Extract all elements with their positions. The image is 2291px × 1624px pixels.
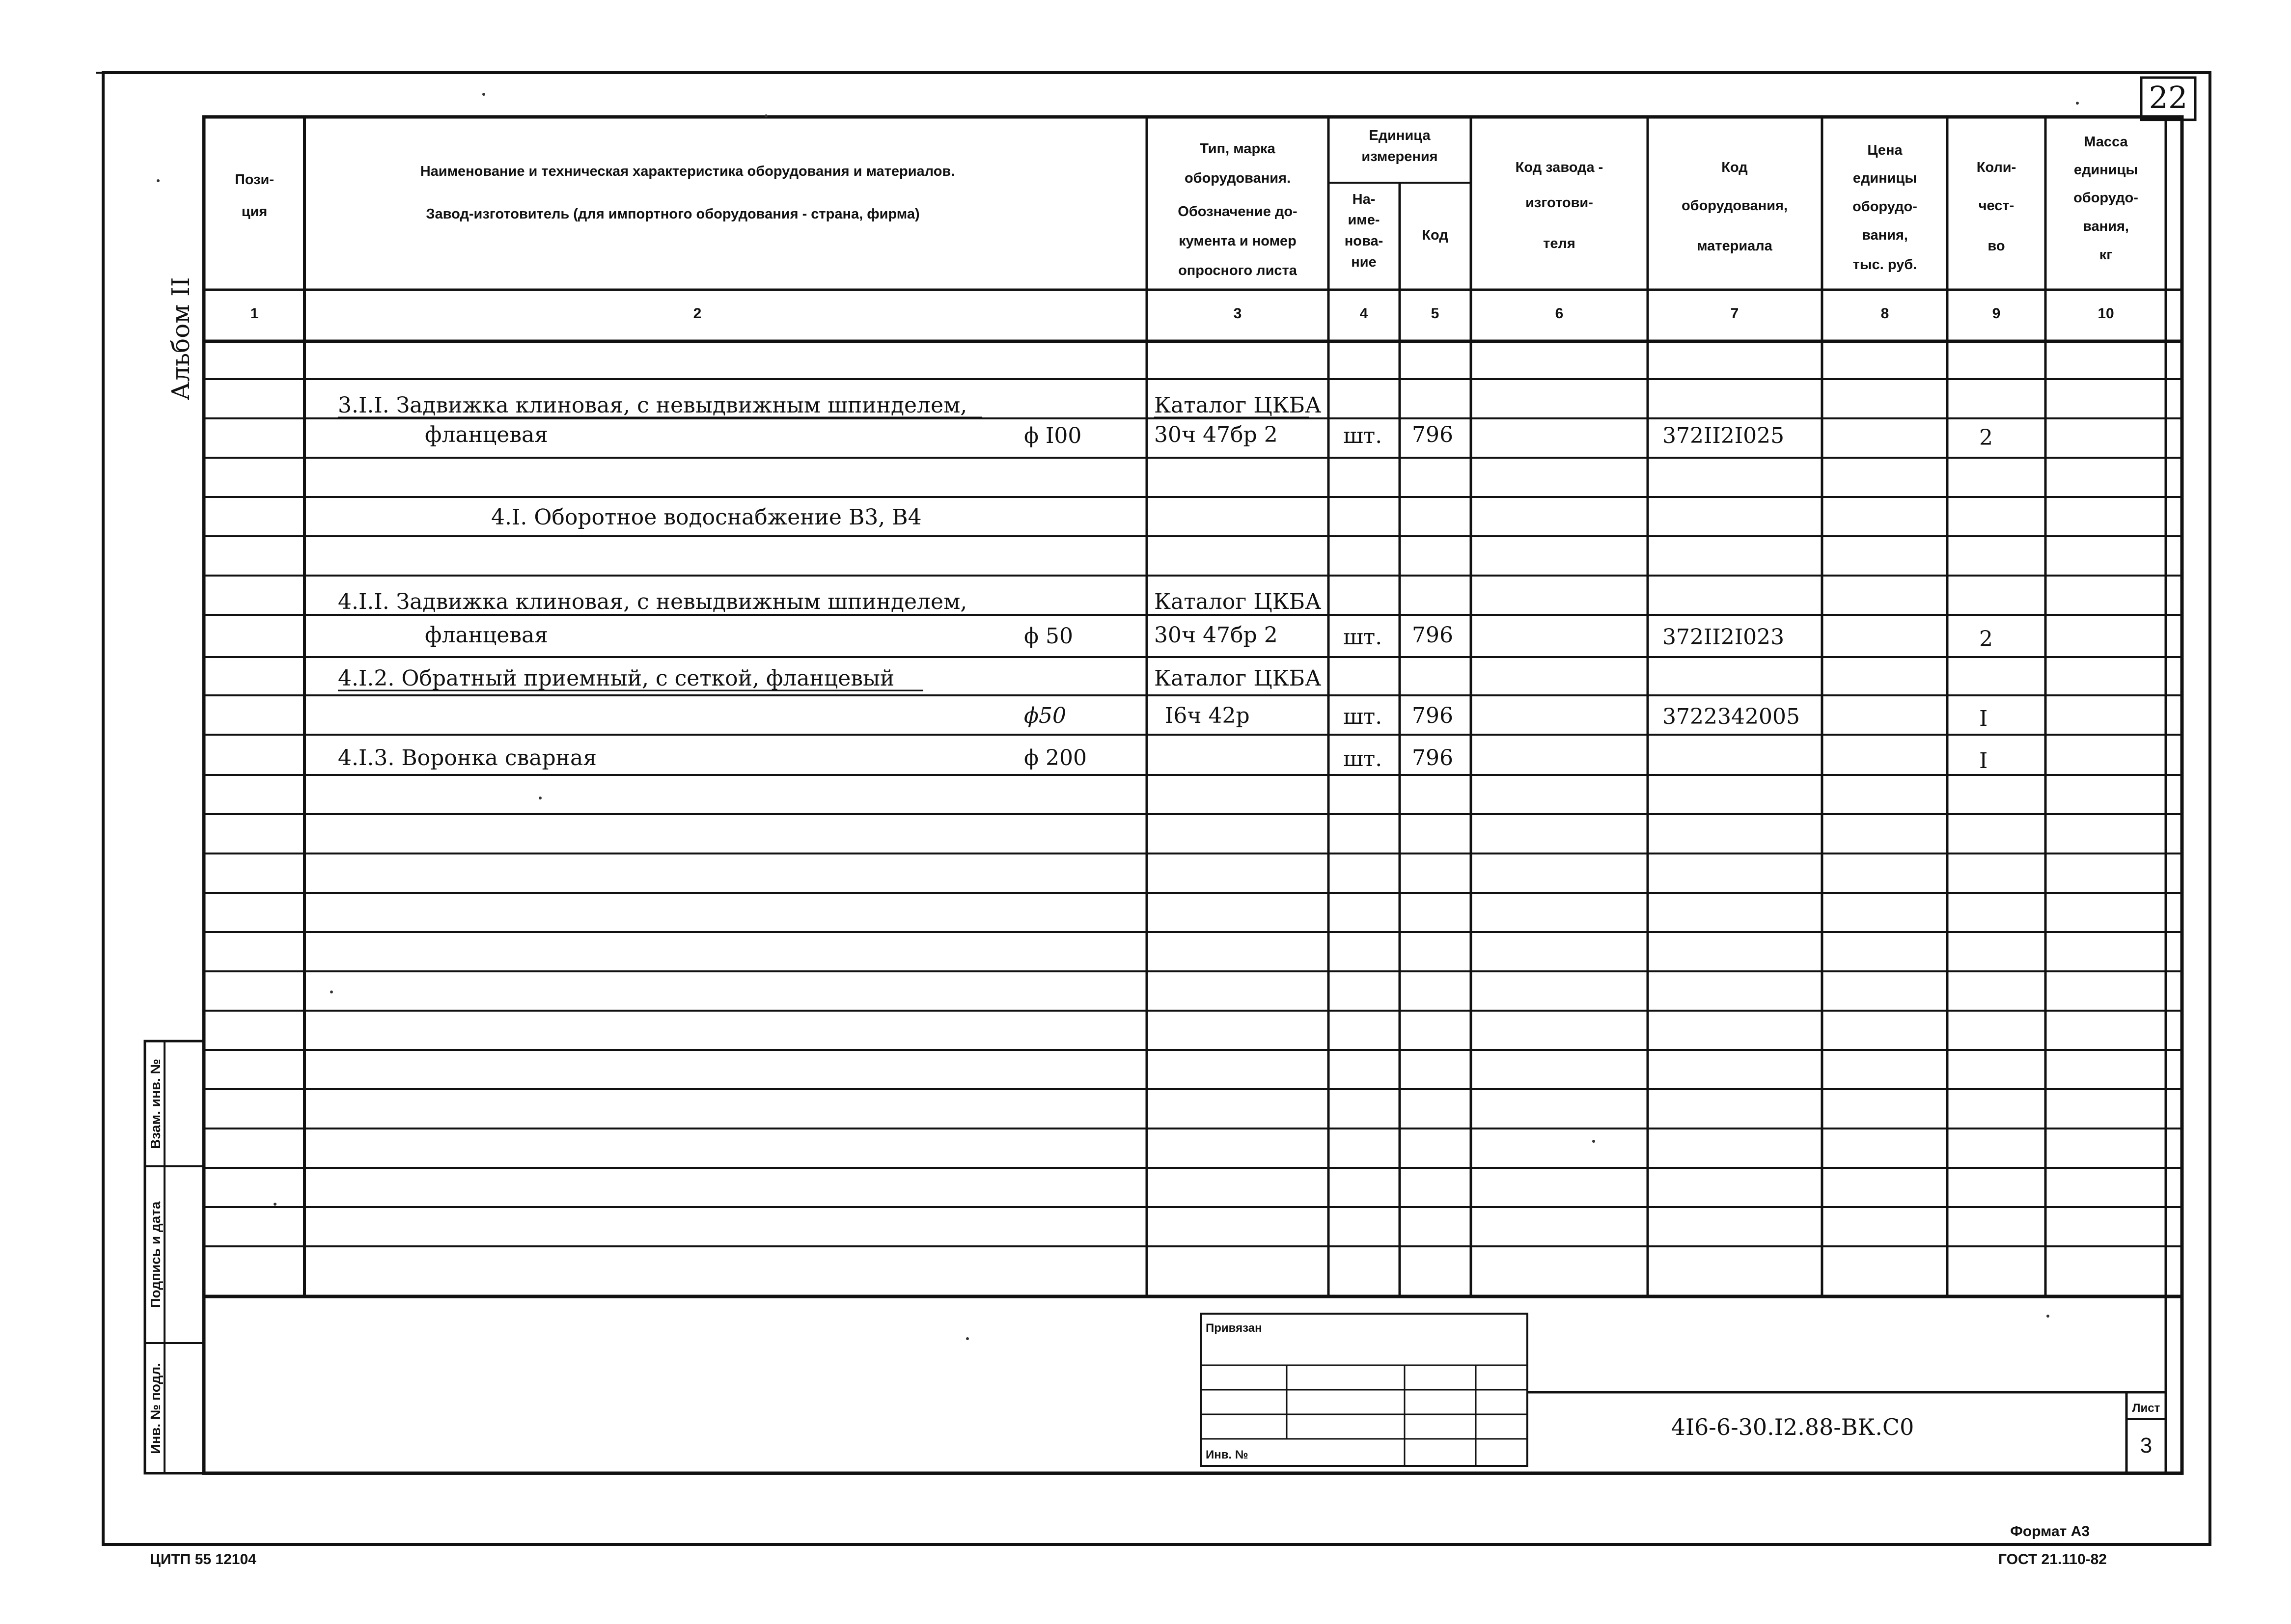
colnum-10: 10: [2098, 305, 2114, 322]
binding-label: Привязан: [1206, 1321, 1262, 1335]
row-diameter: ϕ 200: [1024, 745, 1087, 771]
header-factory-3: теля: [1543, 236, 1575, 251]
footer-format: Формат А3: [2010, 1523, 2090, 1540]
row-type: Каталог ЦКБА: [1154, 393, 1322, 418]
header-unitname-1: На-: [1352, 192, 1376, 207]
colnum-2: 2: [693, 305, 702, 322]
sheet-number: 3: [2140, 1433, 2153, 1458]
row-diameter: ϕ I00: [1024, 423, 1082, 448]
colnum-8: 8: [1880, 305, 1889, 322]
row-material-code: 372II2I023: [1662, 625, 1785, 650]
row-name: 4.I.3. Воронка сварная: [338, 745, 597, 771]
colnum-5: 5: [1431, 305, 1439, 322]
side-stamp: [145, 1041, 204, 1473]
header-unitname-3: нова-: [1344, 233, 1383, 249]
table-header: [235, 128, 2138, 278]
header-position-2: ция: [241, 204, 268, 220]
header-qty-1: Коли-: [1976, 160, 2016, 175]
outer-frame: [103, 73, 2210, 1544]
colnum-4: 4: [1359, 305, 1368, 322]
row-unit: шт.: [1343, 423, 1382, 448]
header-matcode-1: Код: [1721, 160, 1748, 175]
header-matcode-2: оборудования,: [1681, 198, 1788, 214]
side-stamp-replace-inv: Взам. инв. №: [148, 1059, 163, 1149]
footer-left-code: ЦИТП 55 12104: [150, 1551, 256, 1568]
row-unit: шт.: [1343, 746, 1382, 771]
row-type: 30ч 47бр 2: [1154, 623, 1278, 648]
header-price-4: вания,: [1862, 227, 1908, 243]
header-factory-1: Код завода -: [1515, 160, 1603, 175]
header-mass-3: оборудо-: [2073, 190, 2138, 206]
header-mass-2: единицы: [2073, 162, 2138, 178]
header-unitname-2: име-: [1348, 212, 1380, 228]
header-qty-2: чест-: [1978, 198, 2015, 214]
row-diameter: ϕ50: [1024, 703, 1066, 728]
row-section-title: 4.I. Оборотное водоснабжение В3, В4: [491, 505, 922, 530]
document-code: 4I6-6-30.I2.88-ВК.С0: [1671, 1414, 1914, 1440]
colnum-6: 6: [1555, 305, 1564, 322]
row-name: фланцевая: [425, 422, 549, 447]
row-unit-code: 796: [1412, 703, 1453, 728]
binding-stamp: [1201, 1314, 1527, 1466]
row-unit: шт.: [1343, 625, 1382, 650]
row-diameter: ϕ 50: [1024, 624, 1073, 649]
colnum-1: 1: [250, 305, 259, 322]
header-price-5: тыс. руб.: [1852, 257, 1917, 273]
row-material-code: 3722342005: [1662, 704, 1800, 729]
column-numbers: [250, 305, 2114, 322]
header-name-2: Завод-изготовитель (для импортного оборудования - страна, фирма): [426, 206, 920, 222]
header-unitname-4: ние: [1351, 254, 1377, 270]
row-unit-code: 796: [1412, 623, 1453, 648]
table-body: [338, 393, 1993, 773]
header-mass-4: вания,: [2083, 219, 2129, 234]
header-unit-1: Единица: [1369, 128, 1431, 143]
header-price-2: единицы: [1852, 170, 1917, 186]
header-unit-2: измерения: [1361, 149, 1438, 165]
header-position-1: Пози-: [234, 172, 275, 188]
title-block: [1527, 1296, 2166, 1473]
row-type: Каталог ЦКБА: [1154, 589, 1322, 614]
row-type: 30ч 47бр 2: [1154, 422, 1278, 447]
header-name-1: Наименование и техническая характеристика оборудования и материалов.: [420, 164, 955, 179]
header-mass-5: кг: [2099, 247, 2113, 263]
header-factory-2: изготови-: [1525, 195, 1593, 211]
footer-gost: ГОСТ 21.110-82: [1998, 1551, 2107, 1568]
row-quantity: I: [1979, 706, 1988, 731]
row-unit-code: 796: [1412, 422, 1453, 447]
header-type-1: Тип, марка: [1200, 141, 1275, 157]
header-type-4: кумента и номер: [1179, 233, 1297, 249]
album-label: Альбом II: [166, 277, 195, 401]
row-type: I6ч 42р: [1165, 703, 1250, 728]
header-price-3: оборудо-: [1852, 199, 1917, 215]
header-type-3: Обозначение до-: [1178, 204, 1297, 220]
row-quantity: I: [1979, 748, 1988, 773]
page-number: 22: [2149, 80, 2188, 115]
row-quantity: 2: [1979, 627, 1993, 652]
row-name: 3.I.I. Задвижка клиновая, с невыдвижным шпинделем,: [338, 393, 967, 418]
header-price-1: Цена: [1867, 142, 1903, 158]
row-quantity: 2: [1979, 425, 1993, 450]
header-qty-3: во: [1987, 238, 2005, 254]
header-unitcode: Код: [1422, 227, 1448, 243]
colnum-7: 7: [1730, 305, 1739, 322]
row-name: 4.I.2. Обратный приемный, с сеткой, фланцевый: [338, 666, 895, 691]
inventory-label: Инв. №: [1206, 1448, 1248, 1461]
row-name: 4.I.I. Задвижка клиновая, с невыдвижным шпинделем,: [338, 589, 967, 614]
row-unit-code: 796: [1412, 745, 1453, 771]
colnum-9: 9: [1992, 305, 2001, 322]
header-matcode-3: материала: [1697, 238, 1772, 254]
header-mass-1: Масса: [2084, 134, 2128, 150]
row-name: фланцевая: [425, 623, 549, 648]
sheet-label: Лист: [2132, 1402, 2160, 1415]
header-type-5: опросного листа: [1178, 263, 1297, 278]
row-unit: шт.: [1343, 704, 1382, 729]
colnum-3: 3: [1233, 305, 1242, 322]
side-stamp-signature-date: Подпись и дата: [148, 1201, 163, 1308]
header-type-2: оборудования.: [1184, 170, 1291, 186]
row-type: Каталог ЦКБА: [1154, 666, 1322, 691]
row-material-code: 372II2I025: [1662, 423, 1785, 448]
side-stamp-inv-original: Инв. № подл.: [148, 1363, 163, 1454]
